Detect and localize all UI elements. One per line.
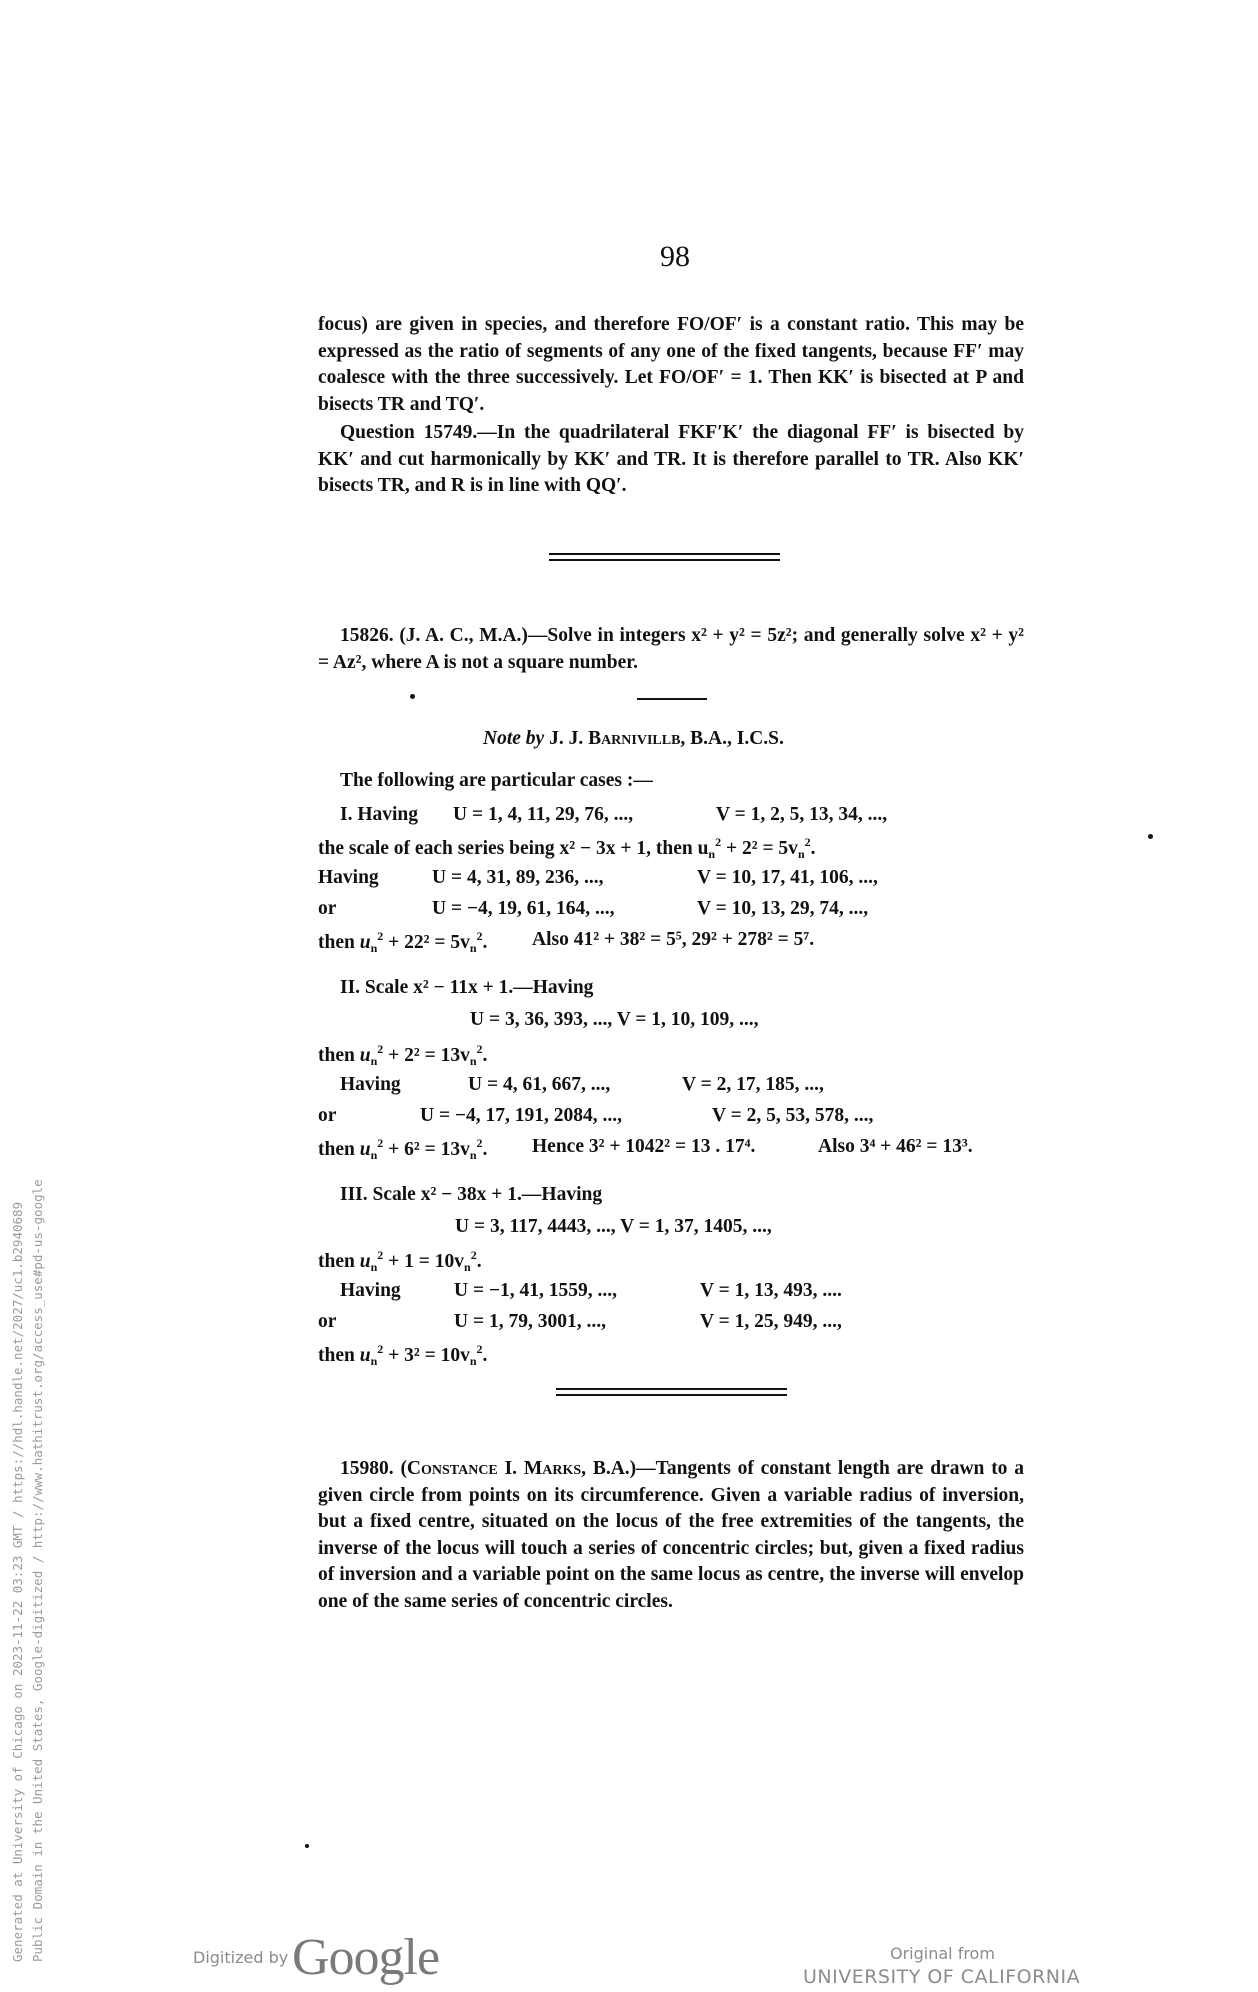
case-3-u-series-2: U = −1, 41, 1559, ..., <box>454 1280 618 1301</box>
case-1-then: then $u_n^2 + 22^2 = 5v_n^2$. <box>318 929 488 955</box>
digitized-by-label: Digitized by <box>193 1948 289 1967</box>
case-2-u-series-2: U = 4, 61, 667, ..., <box>468 1074 611 1095</box>
case-2-v-series-2: V = 2, 17, 185, ..., <box>682 1074 824 1095</box>
case-1-u-series-3: U = −4, 19, 61, 164, ..., <box>432 898 615 919</box>
ink-dot <box>410 694 415 699</box>
case-3-having-label: Having <box>340 1280 401 1301</box>
note-header <box>483 728 784 750</box>
case-2-head: II. Scale x² − 11x + 1.—Having <box>340 977 594 998</box>
case-1-scale: the scale of each series being x² − 3x + 1, then $u_n^2 + 2^2 = 5v_n^2$. <box>318 835 816 861</box>
intro-paragraph-1: focus) are given in species, and therefore FO/OF′ is a constant ratio. This may be expressed as the ratio of segments of any one of the fixed tangents, because FF′ may coalesce with the three successively. Let FO/OF′ = 1. Then KK′ is bisected at P and bisects TR and TQ′. <box>318 314 1024 415</box>
case-1-or-label: or <box>318 898 337 919</box>
case-1-v-series-3: V = 10, 13, 29, 74, ..., <box>697 898 869 919</box>
question-text: —Tangents of constant length are drawn to a given circle from points on its circumference. Given a variable radius of inversion, but a fixed centre, situated on the locus of the free extremities of the tangents, the inverse of the locus will touch a series of concentric circles; but, given a fixed radius of inversion and a variable point on the same locus as centre, the inverse will envelop one of the same series of concentric circles. <box>318 1458 1024 1612</box>
case-1-u-series: U = 1, 4, 11, 29, 76, ..., <box>453 804 634 825</box>
case-2-v-series-3: V = 2, 5, 53, 578, ..., <box>712 1105 874 1126</box>
case-1-v-series-2: V = 10, 17, 41, 106, ..., <box>697 867 878 888</box>
section-divider-1 <box>549 553 780 561</box>
short-divider <box>637 698 707 700</box>
case-2-hence: Hence 3² + 1042² = 13 . 17⁴. <box>532 1136 756 1157</box>
page-number: 98 <box>660 240 690 273</box>
case-2-then-1: then $u_n^2 + 2^2 = 13v_n^2$. <box>318 1042 488 1068</box>
cases-intro: The following are particular cases :— <box>340 770 653 791</box>
case-2-having-label: Having <box>340 1074 401 1095</box>
question-15980 <box>318 1456 1024 1615</box>
case-2-u-series-3: U = −4, 17, 191, 2084, ..., <box>420 1105 623 1126</box>
ink-dot <box>1148 834 1153 839</box>
intro-paragraph-2: Question 15749.—In the quadrilateral FKF′K′ the diagonal FF′ is bisected by KK′ and cut harmonically by KK′ and TR. It is therefore parallel to TR. Also KK′ bisects TR, and R is in line with QQ′. <box>318 422 1024 496</box>
case-1-v-series: V = 1, 2, 5, 13, 34, ..., <box>716 804 888 825</box>
case-1-head: I. Having <box>340 804 419 825</box>
case-2-series: U = 3, 36, 393, ..., V = 1, 10, 109, ..., <box>470 1009 759 1030</box>
case-1-having-label: Having <box>318 867 379 888</box>
question-text: —Solve in integers x² + y² = 5z²; and generally solve x² + y² = Az², where A is not a square number. <box>318 625 1024 673</box>
question-number: 15980. <box>340 1458 394 1479</box>
note-author: J. J. Barnivillb, B.A., I.C.S. <box>549 728 784 749</box>
intro-text <box>318 312 1024 500</box>
google-logo: Google <box>292 1929 440 1986</box>
case-2-then-2: then $u_n^2 + 6^2 = 13v_n^2$. <box>318 1136 488 1162</box>
section-divider-2 <box>556 1388 787 1396</box>
case-1-also: Also 41² + 38² = 5⁵, 29² + 278² = 5⁷. <box>532 929 815 950</box>
question-author: (Constance I. Marks, B.A.) <box>400 1458 637 1479</box>
case-2-also: Also 3⁴ + 46² = 13³. <box>818 1136 973 1157</box>
case-3-then-1: then $u_n^2 + 1 = 10v_n^2$. <box>318 1248 482 1274</box>
original-from-label: Original from <box>890 1944 995 1963</box>
case-2-or-label: or <box>318 1105 337 1126</box>
question-number: 15826. <box>340 625 394 646</box>
case-3-then-2: then $u_n^2 + 3^2 = 10v_n^2$. <box>318 1342 488 1368</box>
question-15826 <box>318 623 1024 676</box>
note-label: Note by <box>483 728 545 749</box>
case-3-v-series-3: V = 1, 25, 949, ..., <box>700 1311 842 1332</box>
case-3-u-series-3: U = 1, 79, 3001, ..., <box>454 1311 606 1332</box>
case-3-or-label: or <box>318 1311 337 1332</box>
case-1-u-series-2: U = 4, 31, 89, 236, ..., <box>432 867 604 888</box>
case-3-v-series-2: V = 1, 13, 493, .... <box>700 1280 842 1301</box>
ink-dot <box>305 1844 309 1848</box>
university-label: UNIVERSITY OF CALIFORNIA <box>803 1966 1081 1988</box>
hathitrust-side-note: Generated at University of Chicago on 2023-11-22 03:23 GMT / https://hdl.handle.net/2027/uc1.b2940689 Public Domain in the United States, Google-digitized / http://www.hathitrust.org/access_use#pd-us-google <box>10 1179 45 1962</box>
case-3-series: U = 3, 117, 4443, ..., V = 1, 37, 1405, ..., <box>455 1216 772 1237</box>
question-author: (J. A. C., M.A.) <box>399 625 528 646</box>
case-3-head: III. Scale x² − 38x + 1.—Having <box>340 1184 603 1205</box>
